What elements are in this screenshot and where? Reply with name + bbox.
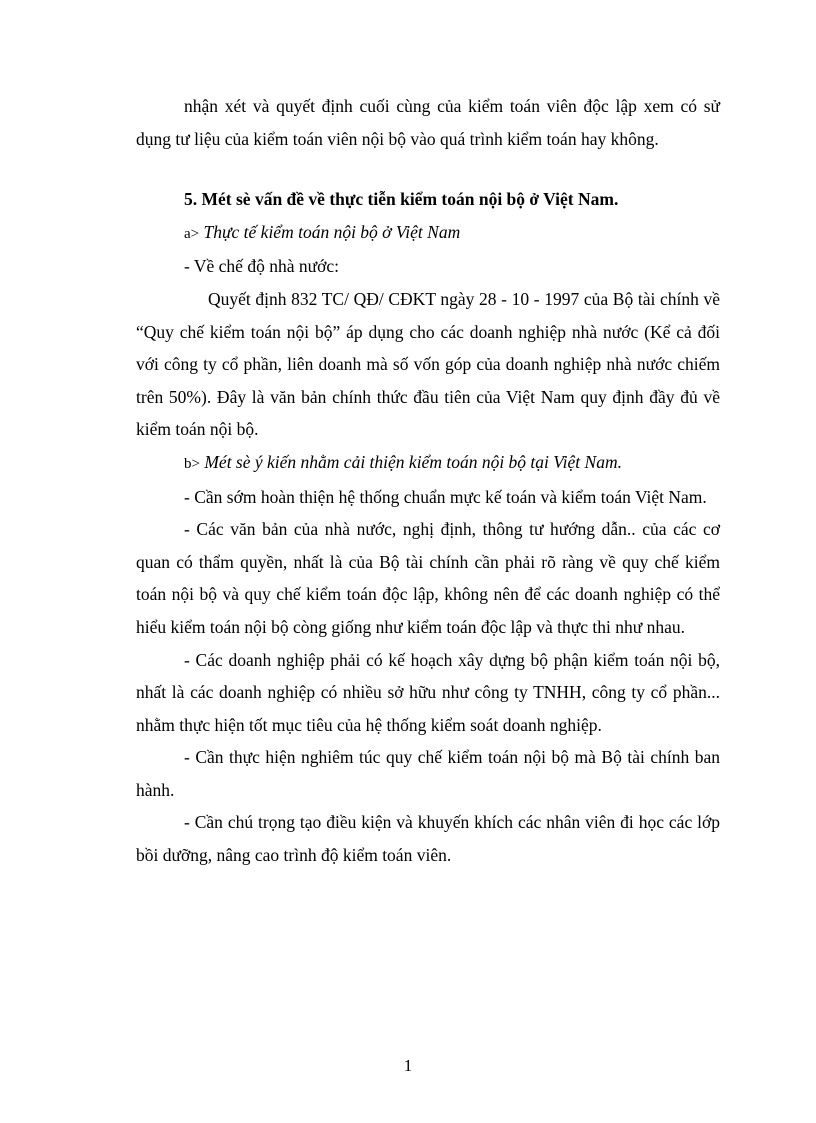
page-number: 1 [403,1056,413,1075]
subheading-b-marker: b> [184,455,200,472]
subheading-b [136,446,720,481]
bullet-paragraph-3: - Các doanh nghiệp phải có kế hoạch xây dựng bộ phận kiểm toán nội bộ, nhất là các doanh nghiệp có nhiều sở hữu như công ty TNHH, công ty cổ phần... nhằm thực hiện tốt mục tiêu của hệ thống kiểm soát doanh nghiệp. [136,649,720,735]
intro-paragraph: nhận xét và quyết định cuối cùng của kiểm toán viên độc lập xem có sử dụng tư liệu của kiểm toán viên nội bộ vào quá trình kiểm toán hay không. [136,96,720,149]
subheading-a-marker: a> [184,225,200,242]
subheading-b-text: Mét sè ý kiến nhằm cải thiện kiểm toán nội bộ tại Việt Nam. [199,451,622,472]
page-body [136,90,720,872]
bullet-paragraph-5: - Cần chú trọng tạo điều kiện và khuyến khích các nhân viên đi học các lớp bồi dưỡng, nâng cao trình độ kiểm toán viên. [136,812,720,866]
bullet-paragraph-4: - Cần thực hiện nghiêm túc quy chế kiểm toán nội bộ mà Bộ tài chính ban hành. [136,747,720,800]
bullet-paragraph-1: - Cần sớm hoàn thiện hệ thống chuẩn mực kế toán và kiểm toán Việt Nam. [184,486,707,507]
subheading-a-text: Thực tế kiểm toán nội bộ ở Việt Nam [199,221,461,242]
section-heading: 5. Mét sè vấn đề về thực tiễn kiểm toán nội bộ ở Việt Nam. [184,189,619,210]
regime-line: - Về chế độ nhà nước: [184,256,339,277]
decision-paragraph: Quyết định 832 TC/ QĐ/ CĐKT ngày 28 - 10 - 1997 của Bộ tài chính về “Quy chế kiểm toán nội bộ” áp dụng cho các doanh nghiệp nhà nước (Kể cả đối với công ty cổ phần, liên doanh mà số vốn góp của doanh nghiệp nhà nước chiếm trên 50%). Đây là văn bản chính thức đầu tiên của Việt Nam quy định đầy đủ về kiểm toán nội bộ. [136,288,720,440]
subheading-a [136,216,720,251]
bullet-paragraph-2: - Các văn bản của nhà nước, nghị định, thông tư hướng dẫn.. của các cơ quan có thẩm quyền, nhất là của Bộ tài chính cần phải rõ ràng về quy chế kiểm toán nội bộ và quy chế kiểm toán độc lập, không nên để các doanh nghiệp có thể hiểu kiểm toán nội bộ còng giống như kiểm toán độc lập và thực thi như nhau. [136,519,720,637]
